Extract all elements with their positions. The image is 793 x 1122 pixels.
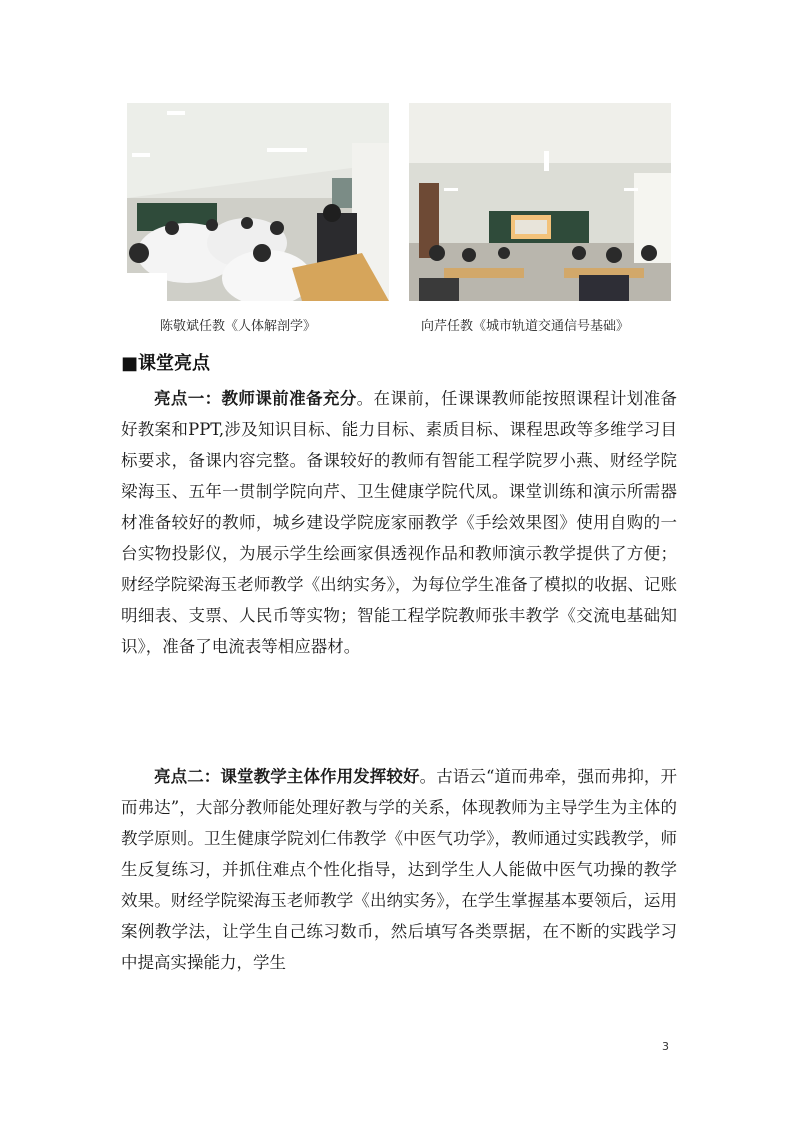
- photo-caption-anatomy: 陈敬斌任教《人体解剖学》: [160, 319, 317, 334]
- paragraph-body: 。在课前，任课课教师能按照课程计划准备好教案和PPT,涉及知识目标、能力目标、素质目标、课程思政等多维学习目标要求，备课内容完整。备课较好的教师有智能工程学院罗小燕、财经学院梁海玉、五年一贯制学院向芹、卫生健康学院代凤。课堂训练和演示所需器材准备较好的教师，城乡建设学院庞家丽教学《手绘效果图》使用自购的一台实物投影仪，为展示学生绘画家俱透视作品和教师演示教学提供了方便；财经学院梁海玉老师教学《出纳实务》，为每位学生准备了模拟的收据、记账明细表、支票、人民币等实物；智能工程学院教师张丰教学《交流电基础知识》，准备了电流表等相应器材。: [121, 389, 678, 656]
- classroom-photo-rail-signal-image: [409, 103, 671, 301]
- page-number: 3: [662, 1040, 669, 1053]
- classroom-photo-anatomy-image: [127, 103, 389, 301]
- section-heading: ■课堂亮点: [121, 353, 211, 374]
- paragraph-lead: 亮点二：课堂教学主体作用发挥较好: [154, 767, 420, 786]
- paragraph-lead: 亮点一：教师课前准备充分: [154, 389, 357, 408]
- photo-caption-rail-signal: 向芹任教《城市轨道交通信号基础》: [421, 319, 630, 334]
- classroom-photo-anatomy: [127, 103, 389, 301]
- classroom-photo-rail-signal: [409, 103, 671, 301]
- paragraph-highlight-two: [121, 761, 677, 978]
- paragraph-highlight-one: [121, 383, 677, 662]
- paragraph-body: 。古语云“道而弗牵，强而弗抑，开而弗达”，大部分教师能处理好教与学的关系，体现教师为主导学生为主体的教学原则。卫生健康学院刘仁伟教学《中医气功学》，教师通过实践教学，师生反复练习，并抓住难点个性化指导，达到学生人人能做中医气功操的教学效果。财经学院梁海玉老师教学《出纳实务》，在学生掌握基本要领后，运用案例教学法，让学生自己练习数币，然后填写各类票据，在不断的实践学习中提高实操能力，学生: [121, 767, 678, 972]
